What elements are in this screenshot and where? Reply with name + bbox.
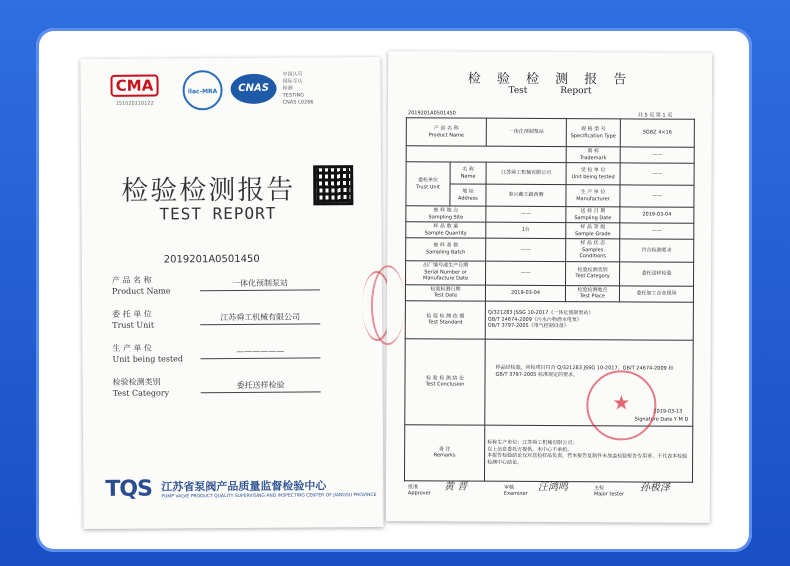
page-info: 共 5 页 第 1 页 bbox=[637, 112, 673, 119]
cnas-logo: CNAS bbox=[230, 74, 276, 104]
table-row: 产 品 名 称 Product Name 一体化预制泵站 规 格 型 号 Specification Type SGBZ 4×16 bbox=[406, 118, 694, 148]
table-row: 商 标 Trademark —— bbox=[406, 146, 694, 164]
signature-row: 批准 Approver 黄 晋 审核 Examiner 汪鸿鸣 主检 Major tester 孙极泽 bbox=[404, 483, 692, 485]
table-row: 备 注 Remarks 标称生产单位：江苏舜工机械有限公司； 以上信息委托方提供，本中心不承担。 本报告检验结论仅对送检样品负责，若本报告复制件未加盖检验报告专用章、不代表本检验检测中心结论。 bbox=[404, 424, 692, 482]
tester-signature: 孙极泽 bbox=[639, 482, 670, 494]
table-row: 检 验 检 测 依 据 Test Standard Q/321283 JSSG 10-2017《一体化预制泵站》 GB/T 24674-2009《污水污物潜水电泵》 GB/T 3797-2005《电气控制设备》 bbox=[405, 300, 693, 340]
table-row: 出厂编号或生产日期 Serial Number or Manufacture Date —— 检验检测类别 Test Category 委托送样检验 bbox=[406, 260, 694, 286]
red-seal-icon bbox=[586, 370, 656, 440]
cnas-caption: 中国认可 国际互认 检测 TESTING CNAS L0266 bbox=[282, 71, 314, 106]
table-row: 检验检测日期 Test Date 2019-03-04 检验检测地点 Test Place 委托加工企业现场 bbox=[405, 284, 693, 302]
examiner-signature: 汪鸿鸣 bbox=[537, 481, 568, 494]
cover-field-trust-unit: 委 托 单 位 Trust Unit 江苏舜工机械有限公司 bbox=[112, 307, 362, 309]
cover-field-test-category: 检验检测类别 Test Category 委托送样检验 bbox=[113, 375, 363, 377]
table-row: 样 品 数 量 Sample Quantity 1台 样 品 等 级 Sample Grade —— bbox=[406, 222, 694, 240]
cover-report-number: 2019201A0501450 bbox=[163, 253, 260, 266]
red-seal-edge-icon bbox=[371, 265, 405, 345]
report-detail-page bbox=[386, 51, 712, 523]
table-row: 委托单位 Trust Unit 名 称 Name 江苏舜工机械有限公司 受 检 单 位 Unit being tested —— bbox=[406, 162, 694, 186]
report-table bbox=[404, 117, 695, 482]
cover-title-cn: 检验检测报告 bbox=[121, 174, 296, 207]
cover-title-en: TEST REPORT bbox=[159, 203, 277, 224]
qr-code-icon bbox=[313, 165, 353, 205]
report-cover-page bbox=[80, 57, 383, 529]
cover-field-product: 产 品 名 称 Product Name 一体化预制泵站 bbox=[112, 273, 362, 275]
cma-logo: CMA 151020110122 bbox=[108, 74, 160, 118]
table-row: 地 址 Address 泰兴戴王路西侧 生 产 单 位 Manufacturer —— bbox=[406, 184, 694, 208]
table-row: 抽 样 基 数 Sampling Batch —— 样 品 状 态 Samples Conditions 符合检测要求 bbox=[406, 238, 694, 262]
cover-field-unit-tested: 生 产 单 位 Unit being tested —————— bbox=[112, 341, 362, 343]
approver-signature: 黄 晋 bbox=[443, 481, 468, 493]
report-number: 2019201A0501450 bbox=[407, 110, 456, 117]
org-name-cn: 江苏省泵阀产品质量监督检验中心 bbox=[161, 479, 327, 494]
ilac-mra-logo: ilac-MRA bbox=[182, 70, 222, 110]
table-row: 检 验 检 测 结 论 Test Conclusion 样品经检验，所检项目符合 Q/321283 JSSG 10-2017、GB/T 24674-2009 和 GB/T 3797-2005 标准规定的要求。 2019-03-13 Signature Date Y M D bbox=[405, 338, 693, 426]
tqs-logo: TQS bbox=[105, 476, 153, 502]
org-name-en: PUMP VALVE PRODUCT QUALITY SUPERVISING AND INSPECTING CENTER OF JIANGSU PROVINCE bbox=[161, 492, 377, 500]
report-title-cn: 检 验 检 测 报 告 bbox=[467, 71, 633, 88]
table-row: 抽 样 地 点 Sampling Site —— 送 样 日 期 Sampling Date 2019-03-04 bbox=[406, 206, 694, 224]
accreditation-logos bbox=[108, 69, 358, 121]
report-title-en: Test Report bbox=[508, 85, 592, 97]
